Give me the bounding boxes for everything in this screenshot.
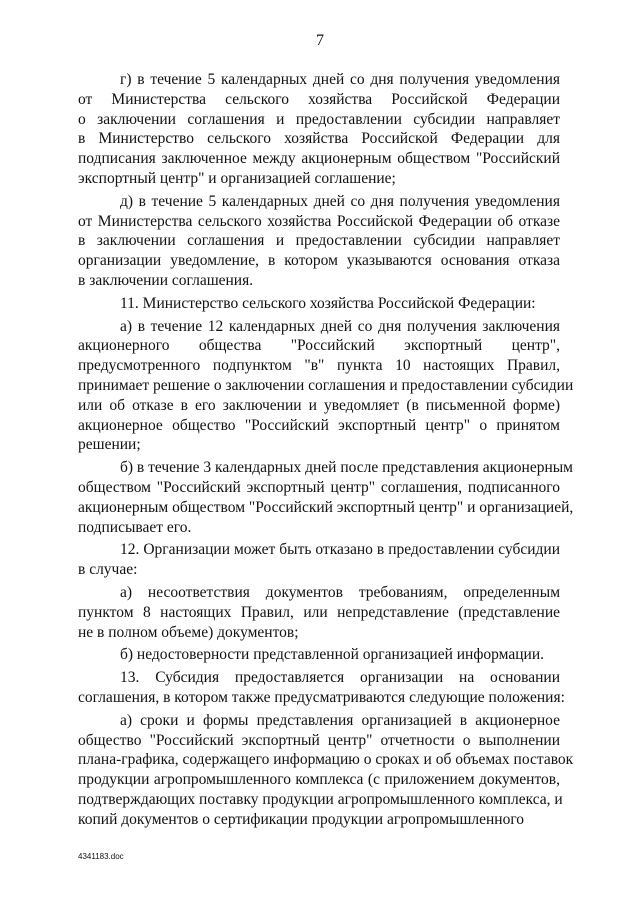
text-line: а) в течение 12 календарных дней со дня получения заключения [120,317,560,335]
paragraph [78,458,574,537]
text-line: от Министерства сельского хозяйства Российской Федерации об отказе [78,212,560,230]
text-line: акционерным обществом "Российский экспортный центр" и организацией, [78,498,574,516]
text-line: а) несоответствия документов требованиям, определенным [120,583,560,601]
text-line: предусмотренного подпунктом "в" пункта 10 настоящих Правил, [78,357,560,375]
text-line: плана-графика, содержащего информацию о сроках и об объемах поставок [78,751,574,769]
text-line: а) сроки и формы представления организацией в акционерное [120,711,560,729]
text-line: или об отказе в его заключении и уведомляет (в письменной форме) [78,396,560,414]
text-line: соглашения, в котором также предусматриваются следующие положения: [78,688,565,706]
paragraph [78,645,560,665]
text-line: 13. Субсидия предоставляется организации на основании [120,669,560,687]
text-line: подписывает его. [78,518,192,536]
text-line: решении; [78,436,141,454]
text-line: подписания заключенное между акционерным обществом "Российский [78,150,560,168]
text-line: б) недостоверности представленной организацией информации. [120,646,545,664]
text-line: обществом "Российский экспортный центр" соглашения, подписанного [78,478,560,496]
text-line: в случае: [78,561,138,579]
paragraph [78,294,560,314]
text-line: копий документов о сертификации продукции агропромышленного [78,810,525,828]
text-line: акционерное общество "Российский экспортный центр" о принятом [78,416,560,434]
text-line: в Министерство сельского хозяйства Российской Федерации для [78,130,560,148]
text-line: подтверждающих поставку продукции агропромышленного комплекса, и [78,790,563,808]
text-line: акционерного общества "Российский экспортный центр", [78,337,560,355]
file-name-footer: 4341183.doc [78,852,124,861]
text-line: не в полном объеме) документов; [78,623,299,641]
text-line: пунктом 8 настоящих Правил, или непредставление (представление [78,603,560,621]
paragraph [78,540,560,580]
paragraph [78,192,560,291]
paragraph [78,668,565,708]
text-line: 11. Министерство сельского хозяйства Российской Федерации: [120,294,536,312]
paragraph [78,711,574,830]
text-line: о заключении соглашения и предоставлении субсидии направляет [78,110,560,128]
text-line: в заключении соглашения и предоставлении субсидии направляет [78,232,560,250]
text-line: д) в течение 5 календарных дней со дня получения уведомления [120,192,560,210]
paragraph [78,583,560,642]
paragraph [78,317,574,456]
text-line: продукции агропромышленного комплекса (с приложением документов, [78,771,560,789]
paragraph [78,70,560,189]
text-line: общество "Российский экспортный центр" отчетности о выполнении [78,731,560,749]
text-line: г) в течение 5 календарных дней со дня получения уведомления [120,71,560,88]
text-line: организации уведомление, в котором указываются основания отказа [78,252,560,270]
text-line: б) в течение 3 календарных дней после представления акционерным [120,459,573,477]
page-number: 7 [316,32,324,49]
text-line: в заключении соглашения. [78,271,254,289]
text-line: от Министерства сельского хозяйства Российской Федерации [78,90,560,108]
text-line: 12. Организации может быть отказано в предоставлении субсидии [120,541,560,559]
text-line: принимает решение о заключении соглашения и предоставлении субсидии [78,376,574,394]
text-line: экспортный центр" и организацией соглашение; [78,169,396,187]
document-body [78,70,574,832]
